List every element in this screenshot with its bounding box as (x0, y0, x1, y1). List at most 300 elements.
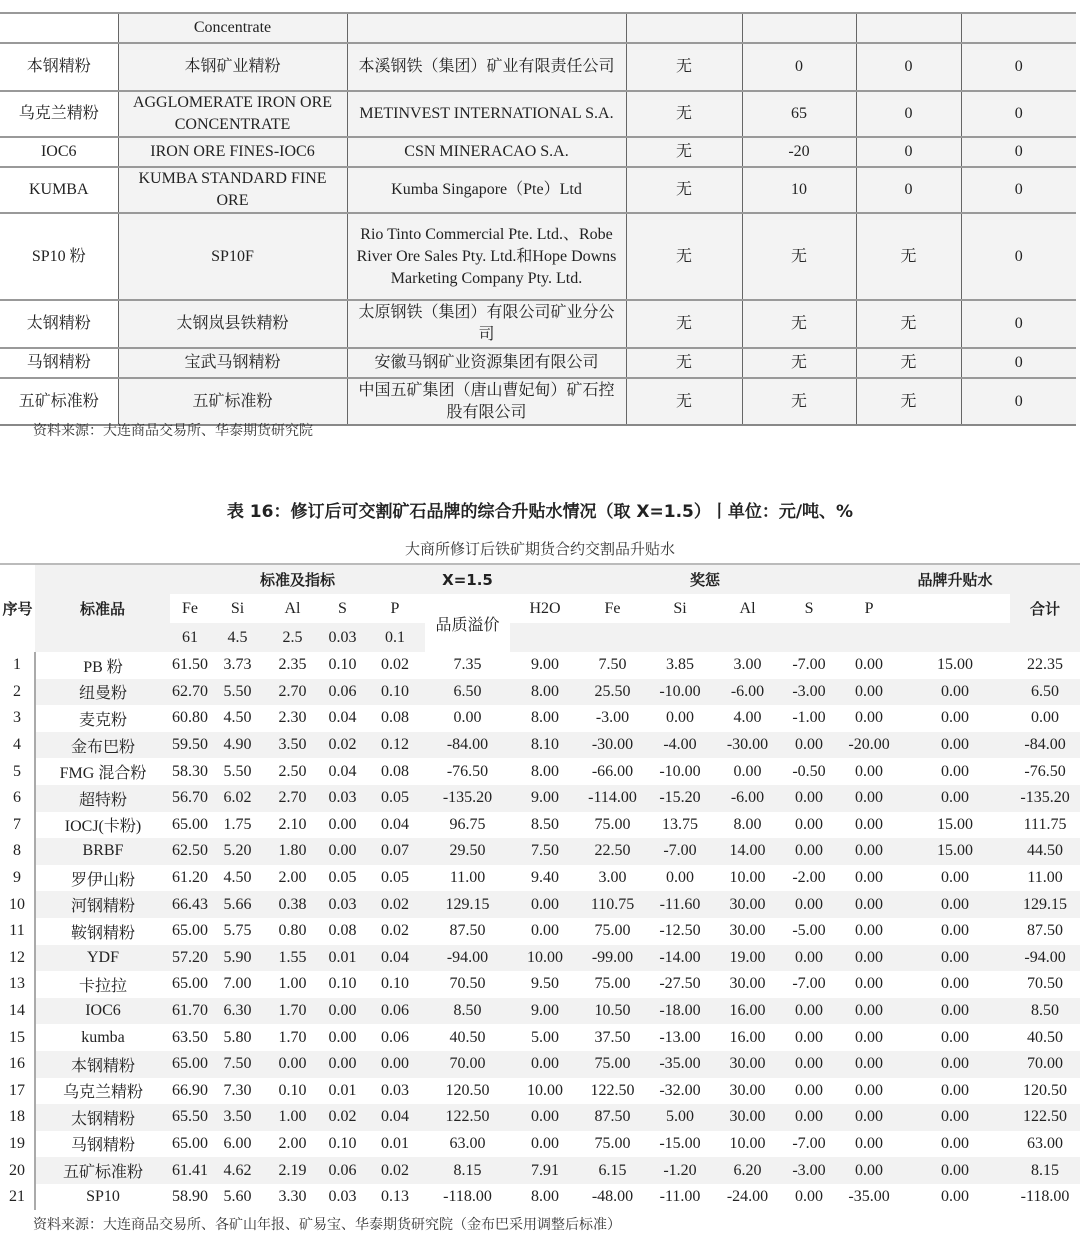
value-cell: 2.10 (278, 815, 307, 833)
row-index: 16 (0, 1051, 35, 1078)
value-cell: -1.20 (645, 1157, 715, 1184)
row-index: 11 (0, 918, 35, 945)
product-name: 罗伊山粉 (70, 871, 135, 889)
header-reward-item: Fe (604, 599, 621, 617)
value-cell: 0.00 (733, 762, 762, 780)
value-cell: 0.08 (328, 922, 357, 940)
value-cell: 0.00 (838, 679, 900, 706)
table-row (0, 945, 1080, 972)
value-cell: 0.00 (900, 1104, 1010, 1131)
table-row (0, 1051, 1080, 1078)
value-cell: -114.00 (580, 785, 645, 812)
row-index: 13 (0, 971, 35, 998)
value-cell: 37.50 (594, 1028, 631, 1046)
table-cell: 0 (961, 137, 1076, 167)
value-cell: 66.90 (172, 1081, 208, 1099)
row-index: 1 (0, 652, 35, 679)
header-indicator: Al (284, 599, 301, 617)
value-cell: 0.04 (365, 945, 425, 972)
table-cell: 本钢矿业精粉 (118, 43, 347, 91)
table-cell: IRON ORE FINES-IOC6 (118, 137, 347, 167)
value-cell: 0.10 (278, 1081, 307, 1099)
value-cell: 2.35 (278, 656, 307, 674)
table-cell: 无 (626, 43, 742, 91)
value-cell: 75.00 (594, 1134, 631, 1152)
value-cell: 0.00 (941, 709, 970, 727)
value-cell: 10.00 (527, 1081, 564, 1099)
row-index: 4 (0, 732, 35, 759)
value-cell: 122.50 (590, 1081, 635, 1099)
table-cell: 0 (961, 167, 1076, 213)
value-cell: 8.00 (733, 815, 762, 833)
value-cell: 2.00 (278, 869, 307, 887)
value-cell: 15.00 (937, 815, 974, 833)
value-cell: 5.20 (210, 838, 265, 865)
value-cell: 0.10 (365, 679, 425, 706)
row-index: 18 (0, 1104, 35, 1131)
value-cell: 0.00 (265, 1051, 320, 1078)
table-row (0, 652, 1080, 679)
row-index: 2 (0, 679, 35, 706)
table-row (0, 732, 1080, 759)
table-cell: 0 (961, 91, 1076, 137)
value-cell: 3.50 (210, 1104, 265, 1131)
value-cell: -76.50 (1024, 762, 1066, 780)
value-cell: 0.00 (900, 1157, 1010, 1184)
value-cell: 0.00 (838, 1104, 900, 1131)
value-cell: 0.00 (838, 838, 900, 865)
value-cell: -135.20 (1010, 785, 1080, 812)
value-cell: -4.00 (645, 732, 715, 759)
value-cell: 0.00 (780, 785, 838, 812)
value-cell: -18.00 (645, 998, 715, 1025)
table-row (0, 812, 1080, 839)
table-cell: 中国五矿集团（唐山曹妃甸）矿石控股有限公司 (347, 378, 626, 425)
brand-table (0, 12, 1076, 426)
product-name: PB 粉 (83, 658, 123, 676)
value-cell: 0.00 (855, 869, 884, 887)
value-cell: -32.00 (659, 1081, 701, 1099)
table-row (0, 1104, 1080, 1131)
value-cell: 0.08 (381, 709, 409, 727)
table-cell (0, 13, 118, 43)
table-row (0, 998, 1080, 1025)
value-cell: -76.50 (446, 762, 489, 780)
table-cell: 无 (742, 378, 856, 425)
value-cell: 5.00 (531, 1028, 560, 1046)
product-name: 麦克粉 (78, 711, 127, 729)
value-cell: -7.00 (792, 975, 826, 993)
value-cell: 0.08 (381, 762, 409, 780)
table-cell: 0 (856, 137, 961, 167)
product-name: 纽曼粉 (35, 679, 170, 706)
value-cell: 30.00 (715, 1104, 780, 1131)
value-cell: 0.00 (855, 1081, 884, 1099)
value-cell: 11.00 (1027, 869, 1063, 887)
value-cell: 6.02 (210, 785, 265, 812)
value-cell: 0.03 (320, 785, 365, 812)
value-cell: -30.00 (580, 732, 645, 759)
value-cell: 0.00 (941, 1188, 970, 1206)
value-cell: 3.30 (278, 1188, 307, 1206)
header-standard: 标准品 (35, 564, 170, 652)
value-cell: 96.75 (449, 815, 486, 833)
table-cell (347, 13, 626, 43)
value-cell: 0.13 (381, 1188, 409, 1206)
value-cell: 3.73 (223, 656, 252, 674)
table-cell: 无 (626, 91, 742, 137)
value-cell: 75.00 (594, 922, 631, 940)
value-cell: 0.00 (838, 785, 900, 812)
value-cell: 30.00 (715, 1051, 780, 1078)
value-cell: 0.00 (838, 891, 900, 918)
table-cell: 太原钢铁（集团）有限公司矿业分公司 (347, 300, 626, 348)
value-cell: 7.50 (210, 1051, 265, 1078)
table-cell: IOC6 (0, 137, 118, 167)
table1-source: 资料来源：大连商品交易所、华泰期货研究院 (33, 423, 313, 439)
value-cell: 9.50 (531, 975, 560, 993)
value-cell: 0.06 (365, 998, 425, 1025)
header-x: X=1.5 (425, 564, 510, 594)
value-cell: 1.70 (265, 998, 320, 1025)
value-cell: 8.00 (531, 762, 560, 780)
row-index: 6 (0, 785, 35, 812)
table-cell: 0 (856, 167, 961, 213)
value-cell: 122.50 (1010, 1104, 1080, 1131)
value-cell: 0.00 (941, 975, 970, 993)
value-cell: -118.00 (443, 1188, 492, 1206)
value-cell: 0.00 (531, 922, 560, 940)
value-cell: 0.00 (510, 1104, 580, 1131)
table-subtitle: 大商所修订后铁矿期货合约交割品升贴水 (404, 540, 675, 558)
value-cell: 5.66 (210, 891, 265, 918)
value-cell: 0.12 (365, 732, 425, 759)
value-cell: 61.41 (170, 1157, 210, 1184)
table-cell: 无 (626, 300, 742, 348)
table-cell: 五矿标准粉 (0, 378, 118, 425)
value-cell: 0.00 (855, 922, 884, 940)
value-cell: 0.38 (265, 891, 320, 918)
table-cell: Rio Tinto Commercial Pte. Ltd.、Robe River Ore Sales Pty. Ltd.和Hope Downs Marketing Company Pty. Ltd. (347, 213, 626, 300)
table-cell: CSN MINERACAO S.A. (347, 137, 626, 167)
value-cell: 57.20 (170, 945, 210, 972)
value-cell: 6.20 (715, 1157, 780, 1184)
value-cell: -15.00 (659, 1134, 701, 1152)
value-cell: -48.00 (591, 1188, 634, 1206)
value-cell: 4.50 (223, 709, 252, 727)
value-cell: 87.50 (449, 922, 486, 940)
value-cell: 87.50 (1027, 922, 1064, 940)
table-cell (961, 13, 1076, 43)
product-name: YDF (35, 945, 170, 972)
table-row (0, 785, 1080, 812)
value-cell: -0.50 (792, 762, 826, 780)
value-cell: 0.00 (666, 709, 695, 727)
value-cell: 0.02 (365, 1157, 425, 1184)
value-cell: -135.20 (425, 785, 510, 812)
value-cell: 9.00 (510, 785, 580, 812)
value-cell: 25.50 (580, 679, 645, 706)
value-cell: 3.50 (265, 732, 320, 759)
table-cell (626, 13, 742, 43)
value-cell: 16.00 (715, 998, 780, 1025)
value-cell: 61.20 (172, 869, 208, 887)
value-cell: -14.00 (645, 945, 715, 972)
value-cell: 4.50 (223, 869, 252, 887)
value-cell: -13.00 (659, 1028, 701, 1046)
value-cell: 2.70 (265, 679, 320, 706)
value-cell: 129.15 (425, 891, 510, 918)
value-cell: 75.00 (594, 975, 631, 993)
value-cell: 0.00 (320, 1051, 365, 1078)
header-index: 序号 (0, 564, 35, 652)
value-cell: 5.60 (223, 1188, 252, 1206)
header-quality-premium: 品质溢价 (425, 594, 510, 652)
table-row (0, 679, 1080, 706)
value-cell: 5.50 (210, 679, 265, 706)
value-cell: 0.01 (320, 945, 365, 972)
value-cell: 65.00 (172, 815, 208, 833)
table-row (0, 971, 1080, 998)
value-cell: 0.00 (453, 709, 482, 727)
value-cell: 9.40 (531, 869, 560, 887)
value-cell: 22.35 (1027, 656, 1064, 674)
value-cell: 59.50 (170, 732, 210, 759)
value-cell: -3.00 (780, 679, 838, 706)
value-cell: 29.50 (425, 838, 510, 865)
value-cell: 10.50 (580, 998, 645, 1025)
table-row (0, 91, 1076, 137)
value-cell: 0.00 (838, 998, 900, 1025)
header-brand-blank (900, 594, 1010, 623)
value-cell: 0.00 (780, 891, 838, 918)
value-cell: -15.20 (645, 785, 715, 812)
value-cell: 70.00 (425, 1051, 510, 1078)
value-cell: 7.91 (510, 1157, 580, 1184)
value-cell: 63.50 (172, 1028, 208, 1046)
product-name: 马钢精粉 (70, 1137, 135, 1155)
value-cell: 6.00 (223, 1134, 252, 1152)
row-index: 19 (0, 1131, 35, 1158)
table-row (0, 705, 1080, 732)
value-cell: 0.00 (795, 1188, 824, 1206)
table2-source: 资料来源：大连商品交易所、各矿山年报、矿易宝、华泰期货研究院（金布巴采用调整后标准） (33, 1217, 621, 1233)
value-cell: 6.50 (425, 679, 510, 706)
value-cell: 0.00 (838, 1157, 900, 1184)
value-cell: 0.06 (320, 1157, 365, 1184)
value-cell: 62.70 (170, 679, 210, 706)
product-name: IOCJ(卡粉) (64, 818, 142, 836)
table-row (0, 1024, 1080, 1051)
value-cell: 9.00 (531, 656, 560, 674)
table-cell: 无 (856, 378, 961, 425)
value-cell: -11.60 (645, 891, 715, 918)
table-row (0, 300, 1076, 348)
value-cell: 0.00 (795, 1028, 824, 1046)
value-cell: 0.00 (855, 762, 884, 780)
value-cell: 30.00 (715, 891, 780, 918)
table-cell: 0 (961, 43, 1076, 91)
row-index: 12 (0, 945, 35, 972)
value-cell: 0.00 (941, 922, 970, 940)
table-row (0, 43, 1076, 91)
table-cell (742, 13, 856, 43)
row-index: 20 (0, 1157, 35, 1184)
table-row (0, 348, 1076, 378)
value-cell: -7.00 (645, 838, 715, 865)
value-cell: -1.00 (792, 709, 826, 727)
table-cell: 无 (626, 213, 742, 300)
value-cell: 0.02 (320, 1104, 365, 1131)
value-cell: 7.35 (453, 656, 482, 674)
value-cell: 0.05 (328, 869, 357, 887)
product-name: FMG 混合粉 (59, 765, 147, 783)
value-cell: 1.70 (278, 1028, 307, 1046)
table-row (0, 378, 1076, 425)
value-cell: 62.50 (170, 838, 210, 865)
value-cell: 0.00 (780, 1104, 838, 1131)
product-name: 河钢精粉 (35, 891, 170, 918)
table-cell: 0 (961, 213, 1076, 300)
value-cell: 7.30 (223, 1081, 252, 1099)
value-cell: -84.00 (1010, 732, 1080, 759)
value-cell: 0.03 (381, 1081, 409, 1099)
product-name: kumba (81, 1028, 125, 1046)
value-cell: 30.00 (729, 1081, 766, 1099)
value-cell: 70.50 (1027, 975, 1064, 993)
value-cell: 40.50 (449, 1028, 486, 1046)
value-cell: 0.02 (365, 891, 425, 918)
value-cell: 65.00 (170, 1051, 210, 1078)
value-cell: -7.00 (792, 656, 826, 674)
product-name: 金布巴粉 (35, 732, 170, 759)
table-cell: Concentrate (118, 13, 347, 43)
value-cell: 1.00 (265, 1104, 320, 1131)
value-cell: 0.03 (328, 1188, 357, 1206)
product-name: 五矿标准粉 (35, 1157, 170, 1184)
value-cell: -12.50 (659, 922, 701, 940)
row-index: 15 (0, 1024, 35, 1051)
value-cell: -99.00 (580, 945, 645, 972)
value-cell: 1.00 (278, 975, 307, 993)
table-cell: Kumba Singapore（Pte）Ltd (347, 167, 626, 213)
value-cell: 0.04 (365, 1104, 425, 1131)
table-row (0, 13, 1076, 43)
value-cell: 2.30 (278, 709, 307, 727)
table-cell: 无 (626, 378, 742, 425)
table-cell: 无 (856, 213, 961, 300)
table-row (0, 137, 1076, 167)
value-cell: -5.00 (792, 922, 826, 940)
value-cell: 0.00 (780, 1051, 838, 1078)
value-cell: 1.55 (265, 945, 320, 972)
value-cell: 5.00 (645, 1104, 715, 1131)
value-cell: 61.50 (172, 656, 208, 674)
table-row (0, 838, 1080, 865)
table-cell: 太钢精粉 (0, 300, 118, 348)
value-cell: 5.80 (223, 1028, 252, 1046)
table-cell: METINVEST INTERNATIONAL S.A. (347, 91, 626, 137)
value-cell: 7.50 (598, 656, 627, 674)
value-cell: 0.00 (780, 945, 838, 972)
value-cell: -30.00 (715, 732, 780, 759)
value-cell: 129.15 (1010, 891, 1080, 918)
value-cell: 3.85 (666, 656, 695, 674)
product-name: SP10 (86, 1188, 120, 1206)
value-cell: -84.00 (425, 732, 510, 759)
value-cell: 0.00 (320, 838, 365, 865)
value-cell: 0.06 (381, 1028, 409, 1046)
table-cell: 0 (961, 300, 1076, 348)
value-cell: 0.00 (795, 1081, 824, 1099)
row-index: 8 (0, 838, 35, 865)
value-cell: 0.00 (855, 975, 884, 993)
table-cell: -20 (742, 137, 856, 167)
value-cell: 11.00 (449, 869, 486, 887)
table-cell: 0 (961, 378, 1076, 425)
value-cell: 8.00 (510, 679, 580, 706)
value-cell: 8.00 (531, 1188, 560, 1206)
value-cell: 0.00 (941, 762, 970, 780)
table-cell: 10 (742, 167, 856, 213)
value-cell: 0.00 (328, 1028, 357, 1046)
value-cell: 0.10 (381, 975, 409, 993)
value-cell: 0.00 (838, 945, 900, 972)
value-cell: 0.00 (855, 1134, 884, 1152)
value-cell: 65.00 (172, 1134, 208, 1152)
table-cell: 无 (856, 300, 961, 348)
value-cell: 40.50 (1027, 1028, 1064, 1046)
header-group-reward: 奖惩 (510, 564, 900, 594)
table-cell: 无 (742, 348, 856, 378)
value-cell: 22.50 (580, 838, 645, 865)
value-cell: 0.00 (941, 1134, 970, 1152)
value-cell: 70.50 (449, 975, 486, 993)
table-title: 表 16：修订后可交割矿石品牌的综合升贴水情况（取 X=1.5）丨单位：元/吨、% (226, 502, 854, 522)
value-cell: 2.50 (278, 762, 307, 780)
table-cell: AGGLOMERATE IRON ORE CONCENTRATE (118, 91, 347, 137)
table-cell: 0 (961, 348, 1076, 378)
product-name: BRBF (35, 838, 170, 865)
value-cell: 0.00 (900, 1051, 1010, 1078)
value-cell: 61.70 (170, 998, 210, 1025)
value-cell: 9.00 (510, 998, 580, 1025)
table-cell: 65 (742, 91, 856, 137)
product-name: 超特粉 (35, 785, 170, 812)
table-cell: 0 (856, 91, 961, 137)
header-standard-value: 0.1 (365, 623, 425, 652)
value-cell: 56.70 (170, 785, 210, 812)
value-cell: 0.02 (320, 732, 365, 759)
value-cell: 58.30 (172, 762, 208, 780)
value-cell: 8.50 (531, 815, 560, 833)
row-index: 17 (0, 1078, 35, 1105)
value-cell: 4.90 (210, 732, 265, 759)
table-cell: 无 (626, 348, 742, 378)
header-standard-value: 4.5 (210, 623, 265, 652)
value-cell: 19.00 (715, 945, 780, 972)
value-cell: 75.00 (580, 1051, 645, 1078)
value-cell: 2.19 (265, 1157, 320, 1184)
value-cell: 0.06 (320, 679, 365, 706)
value-cell: -35.00 (848, 1188, 890, 1206)
value-cell: 10.00 (729, 1134, 766, 1152)
value-cell: 5.50 (223, 762, 252, 780)
value-cell: 8.15 (1010, 1157, 1080, 1184)
value-cell: 8.50 (1010, 998, 1080, 1025)
header-standard-value: 0.03 (320, 623, 365, 652)
value-cell: 0.02 (381, 922, 409, 940)
